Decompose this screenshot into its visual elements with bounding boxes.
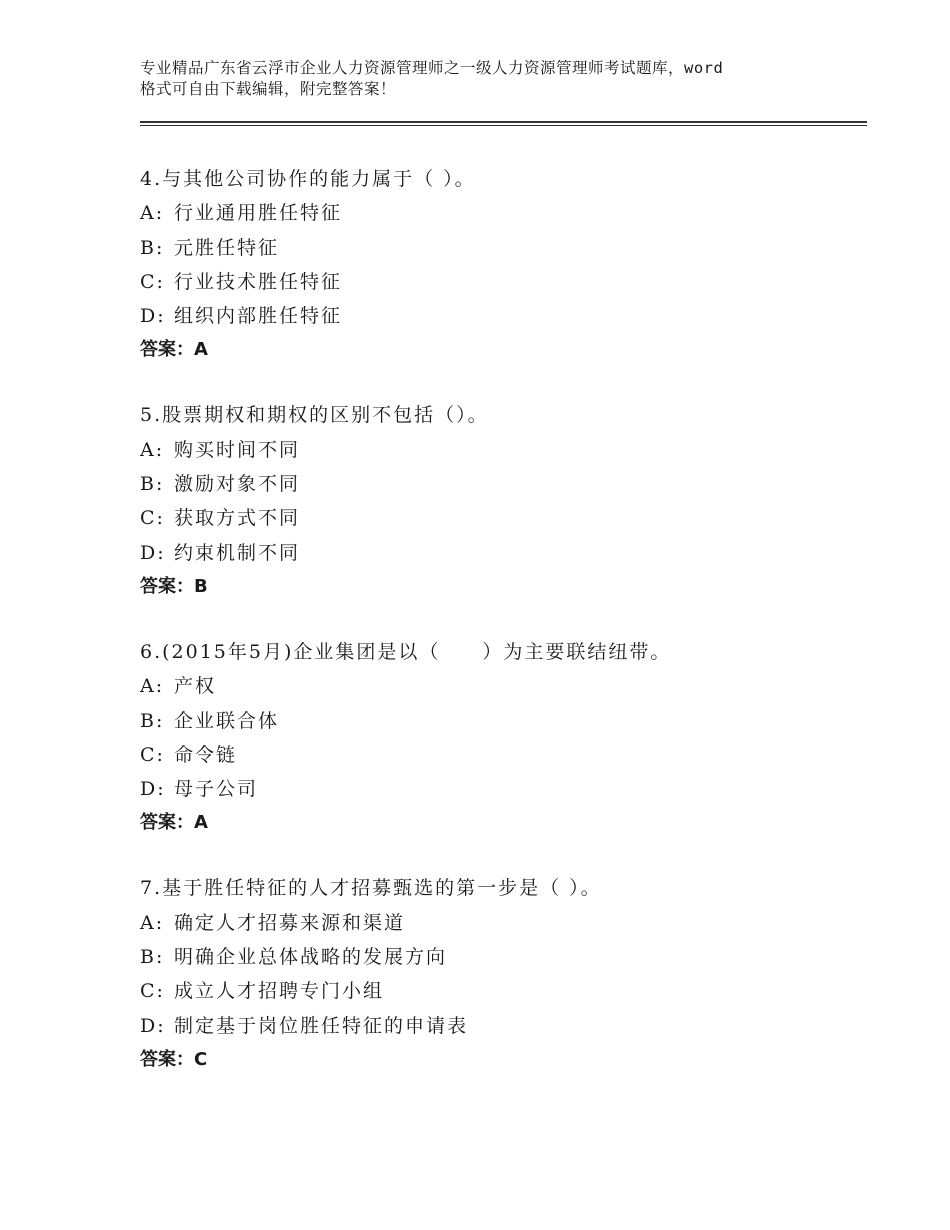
option-key: A: (140, 675, 165, 698)
header-line-1: 专业精品广东省云浮市企业人力资源管理师之一级人力资源管理师考试题库，word (140, 59, 724, 77)
option-key: A: (140, 438, 165, 461)
option-key: D: (140, 778, 166, 801)
option-d (140, 536, 867, 570)
option-a (140, 906, 867, 940)
header-divider-thick (140, 121, 867, 123)
option-key: C: (140, 743, 165, 766)
option-text: 企业联合体 (174, 709, 280, 732)
question-7 (140, 871, 867, 1076)
option-text: 确定人才招募来源和渠道 (174, 911, 406, 934)
option-text: 命令链 (174, 743, 238, 766)
option-c (140, 974, 867, 1008)
option-key: D: (140, 305, 166, 328)
option-a (140, 433, 867, 467)
question-4 (140, 162, 867, 367)
option-a (140, 669, 867, 703)
answer-label: 答案： (140, 812, 194, 834)
option-key: D: (140, 1014, 166, 1037)
option-c (140, 265, 867, 299)
option-text: 母子公司 (174, 778, 259, 801)
option-key: B: (140, 236, 165, 259)
option-text: 组织内部胜任特征 (174, 305, 343, 328)
option-key: A: (140, 911, 165, 934)
answer-label: 答案： (140, 1048, 194, 1070)
option-a (140, 196, 867, 230)
option-c (140, 738, 867, 772)
option-d (140, 772, 867, 806)
option-key: A: (140, 202, 165, 225)
option-key: C: (140, 270, 165, 293)
answer-value: C (194, 1048, 208, 1070)
answer (140, 570, 867, 604)
answer (140, 1043, 867, 1077)
option-text: 元胜任特征 (174, 236, 280, 259)
option-d (140, 1009, 867, 1043)
answer-value: B (194, 575, 208, 597)
question-6 (140, 635, 867, 840)
answer-label: 答案： (140, 339, 194, 361)
answer (140, 333, 867, 367)
option-c (140, 501, 867, 535)
document-header (140, 58, 840, 100)
option-b (140, 704, 867, 738)
answer-value: A (194, 812, 208, 834)
question-stem: 6.(2015年5月)企业集团是以（ ）为主要联结纽带。 (140, 640, 672, 663)
option-key: C: (140, 980, 165, 1003)
option-b (140, 467, 867, 501)
option-text: 行业通用胜任特征 (174, 202, 343, 225)
option-key: B: (140, 709, 165, 732)
option-b (140, 940, 867, 974)
answer-label: 答案： (140, 575, 194, 597)
option-text: 成立人才招聘专门小组 (174, 980, 385, 1003)
answer (140, 806, 867, 840)
option-text: 激励对象不同 (174, 473, 301, 496)
option-d (140, 299, 867, 333)
option-key: B: (140, 473, 165, 496)
option-key: C: (140, 507, 165, 530)
option-text: 约束机制不同 (174, 541, 301, 564)
question-stem: 7.基于胜任特征的人才招募甄选的第一步是（ ）。 (140, 877, 602, 900)
question-5 (140, 398, 867, 603)
option-text: 产权 (174, 675, 217, 698)
option-text: 购买时间不同 (174, 438, 301, 461)
question-stem: 4.与其他公司协作的能力属于（ ）。 (140, 168, 476, 190)
option-text: 明确企业总体战略的发展方向 (174, 946, 448, 969)
header-divider-thin (140, 125, 867, 126)
option-key: D: (140, 541, 166, 564)
header-line-2: 格式可自由下载编辑，附完整答案！ (140, 80, 397, 98)
option-b (140, 231, 867, 265)
option-text: 行业技术胜任特征 (174, 270, 343, 293)
question-stem: 5.股票期权和期权的区别不包括（）。 (140, 404, 489, 427)
question-list (140, 162, 867, 1108)
option-text: 制定基于岗位胜任特征的申请表 (174, 1014, 469, 1037)
option-text: 获取方式不同 (174, 507, 301, 530)
answer-value: A (194, 339, 208, 361)
option-key: B: (140, 946, 165, 969)
